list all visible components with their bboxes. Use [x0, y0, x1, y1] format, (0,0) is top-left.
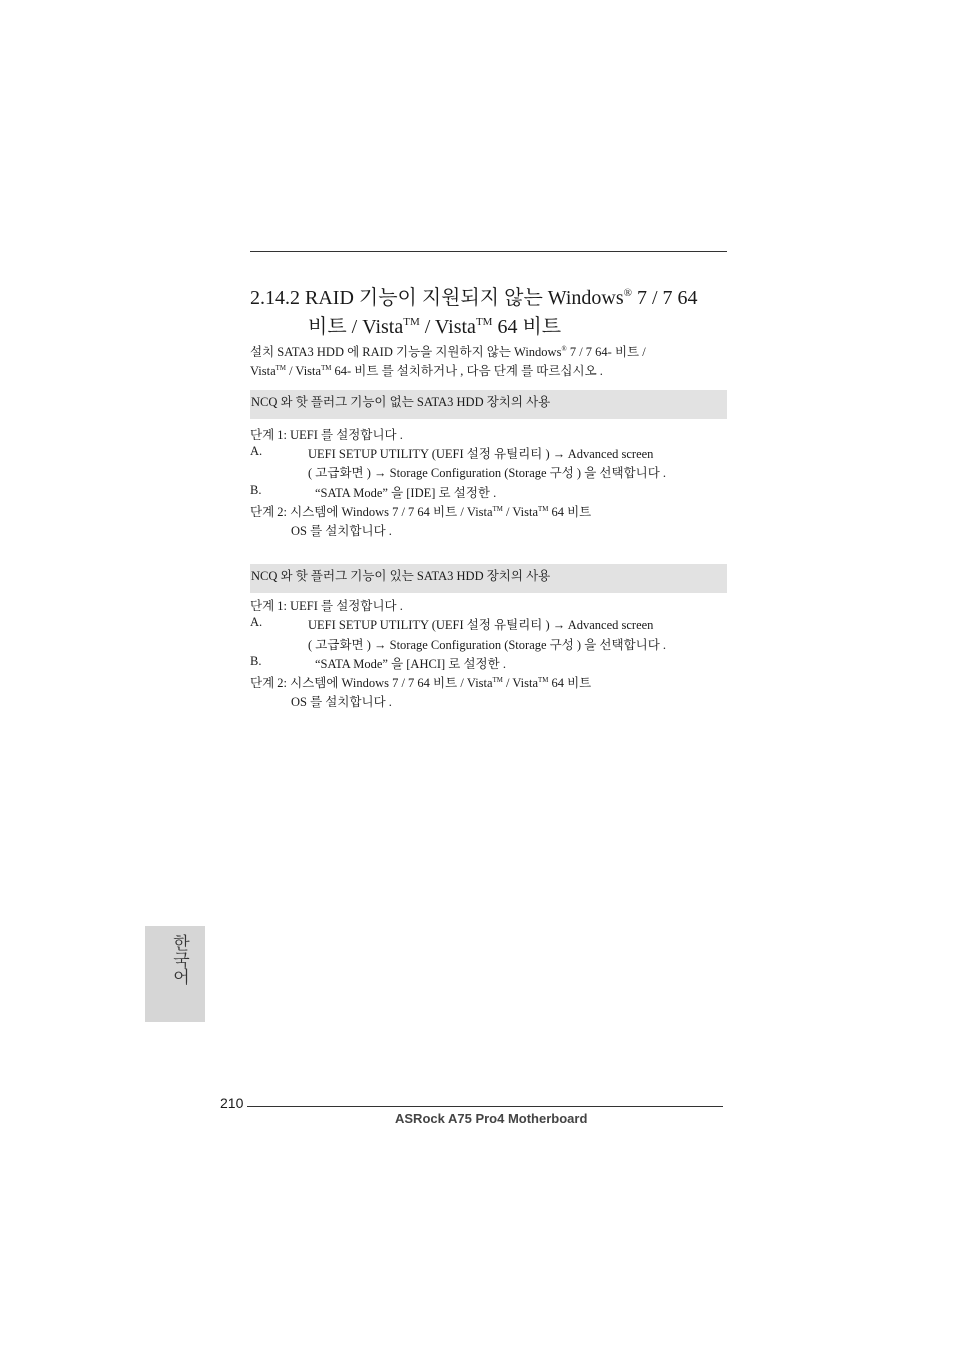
- section2-b-text: “SATA Mode” 을 [AHCI] 로 설정한 .: [315, 657, 506, 671]
- section2-a-text2: ( 고급화면 ) → Storage Configuration (Storage 구성 ) 을 선택합니다 .: [308, 638, 667, 652]
- section1-b-text: “SATA Mode” 을 [IDE] 로 설정한 .: [315, 486, 497, 500]
- section2-step1: 단계 1: UEFI 를 설정합니다 .: [250, 599, 403, 613]
- section2-step2-line2: OS 를 설치합니다 .: [291, 695, 392, 709]
- section2-step2: 단계 2: 시스템에 Windows 7 / 7 64 비트 / Vista™ / Vista™ 64 비트: [250, 676, 592, 690]
- section1-b-label: B.: [250, 483, 262, 497]
- section1-step2: 단계 2: 시스템에 Windows 7 / 7 64 비트 / Vista™ / Vista™ 64 비트: [250, 505, 592, 519]
- section1-header: NCQ 와 핫 플러그 기능이 없는 SATA3 HDD 장치의 사용: [251, 395, 551, 409]
- section1-a-text: UEFI SETUP UTILITY (UEFI 설정 유틸리티 ) → Advanced screen: [308, 447, 654, 461]
- footer-product-name: ASRock A75 Pro4 Motherboard: [395, 1111, 588, 1126]
- intro-paragraph: 설치 SATA3 HDD 에 RAID 기능을 지원하지 않는 Windows® 7 / 7 64- 비트 / Vista™ / Vista™ 64- 비트 를 설치하거나 , 다음 단계 를 따르십시오 .: [250, 345, 646, 378]
- language-side-tab: [145, 926, 205, 1022]
- section2-header-bar: [250, 564, 727, 593]
- section1-a-text2: ( 고급화면 ) → Storage Configuration (Storage 구성 ) 을 선택합니다 .: [308, 466, 667, 480]
- page-number: 210: [220, 1095, 244, 1111]
- header-rule: [250, 251, 727, 252]
- section-heading: 2.14.2 RAID 기능이 지원되지 않는 Windows® 7 / 7 64 비트 / Vista™ / Vista™ 64 비트: [250, 286, 698, 338]
- section2-b-label: B.: [250, 654, 262, 668]
- section1-step1: 단계 1: UEFI 를 설정합니다 .: [250, 428, 403, 442]
- section2-a-label: A.: [250, 615, 263, 629]
- footer-rule: [247, 1106, 723, 1107]
- language-tab-label: 한국어: [169, 934, 189, 985]
- section1-step2-line2: OS 를 설치합니다 .: [291, 524, 392, 538]
- section2-header: NCQ 와 핫 플러그 기능이 있는 SATA3 HDD 장치의 사용: [251, 569, 551, 583]
- section1-a-label: A.: [250, 444, 263, 458]
- section2-a-text: UEFI SETUP UTILITY (UEFI 설정 유틸리티 ) → Advanced screen: [308, 618, 654, 632]
- section1-header-bar: [250, 390, 727, 419]
